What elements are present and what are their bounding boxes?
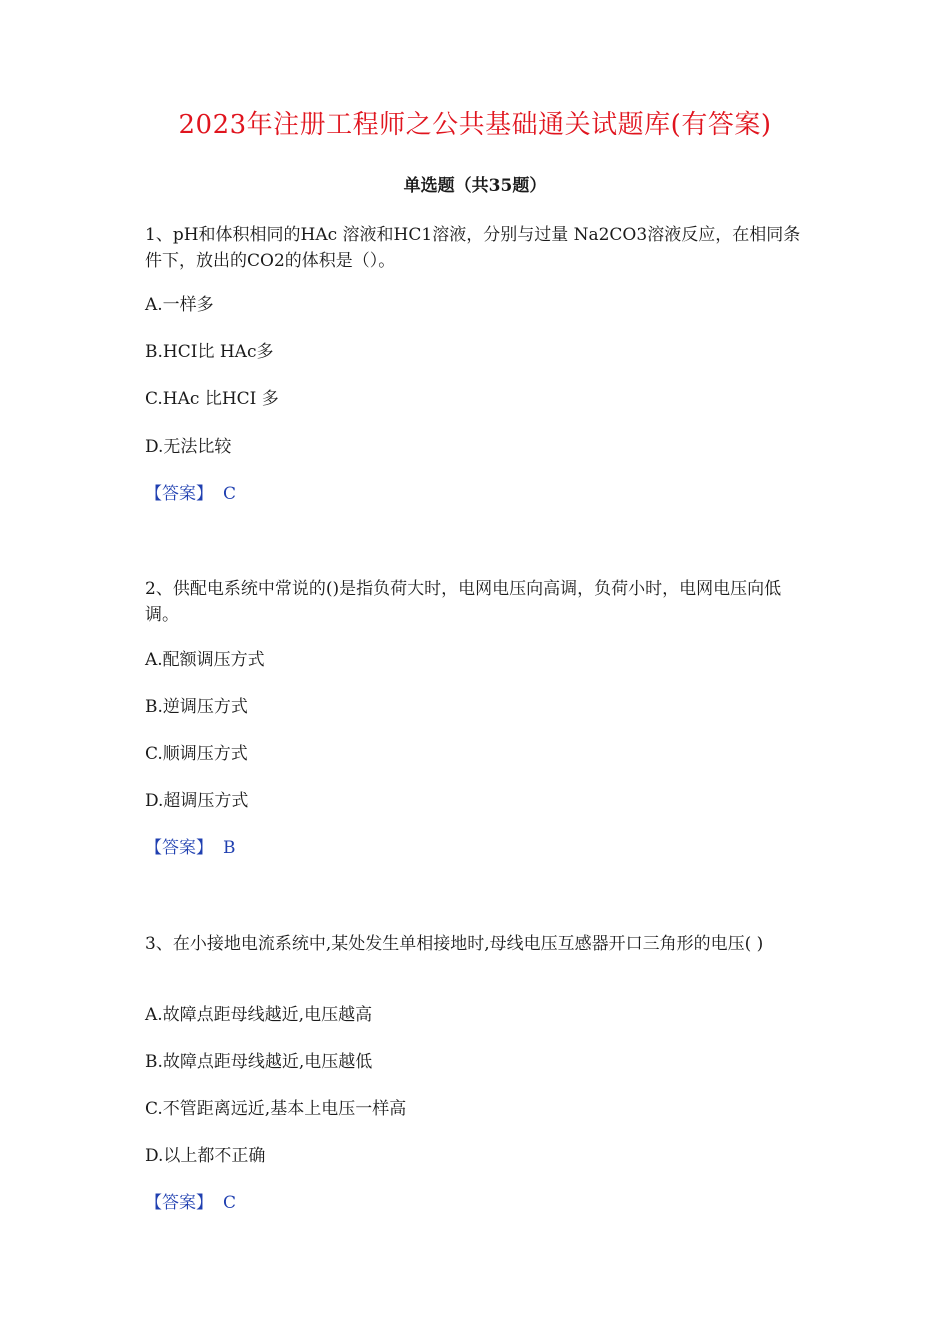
question-3-answer <box>145 1191 236 1215</box>
question-3-stem: 3、在小接地电流系统中,某处发生单相接地时,母线电压互感器开口三角形的电压( ) <box>145 934 764 954</box>
question-2-answer <box>145 836 236 860</box>
question-1-option-a: A.一样多 <box>145 295 214 315</box>
question-3-option-d: D.以上都不正确 <box>145 1146 266 1166</box>
question-2-stem: 2、供配电系统中常说的()是指负荷大时，电网电压向高调，负荷小时，电网电压向低调。 <box>145 579 782 625</box>
question-2-option-d: D.超调压方式 <box>145 791 249 811</box>
question-1-stem: 1、pH和体积相同的HAc 溶液和HC1溶液，分别与过量 Na2CO3溶液反应，在相同条件下，放出的CO2的体积是（）。 <box>145 225 801 271</box>
question-3-option-c: C.不管距离远近,基本上电压一样高 <box>145 1099 407 1119</box>
question-1-option-c: C.HAc 比HCI 多 <box>145 389 279 409</box>
question-3-option-a: A.故障点距母线越近,电压越高 <box>145 1005 373 1025</box>
question-3-option-b: B.故障点距母线越近,电压越低 <box>145 1052 373 1072</box>
answer-value: C <box>223 1193 237 1213</box>
answer-value: B <box>223 838 236 858</box>
document-title: 2023年注册工程师之公共基础通关试题库(有答案) <box>178 110 772 140</box>
section-heading: 单选题（共35题） <box>403 176 547 196</box>
question-2 <box>145 576 815 858</box>
answer-label: 【答案】 <box>145 484 213 504</box>
question-1-option-d: D.无法比较 <box>145 437 232 457</box>
question-3 <box>145 931 815 1213</box>
answer-label: 【答案】 <box>145 838 213 858</box>
answer-value: C <box>223 484 237 504</box>
question-2-option-a: A.配额调压方式 <box>145 650 265 670</box>
question-1-option-b: B.HCI比 HAc多 <box>145 342 274 362</box>
question-2-option-c: C.顺调压方式 <box>145 744 248 764</box>
question-2-option-b: B.逆调压方式 <box>145 697 248 717</box>
question-1 <box>145 222 815 504</box>
answer-label: 【答案】 <box>145 1193 213 1213</box>
question-1-answer <box>145 482 236 506</box>
